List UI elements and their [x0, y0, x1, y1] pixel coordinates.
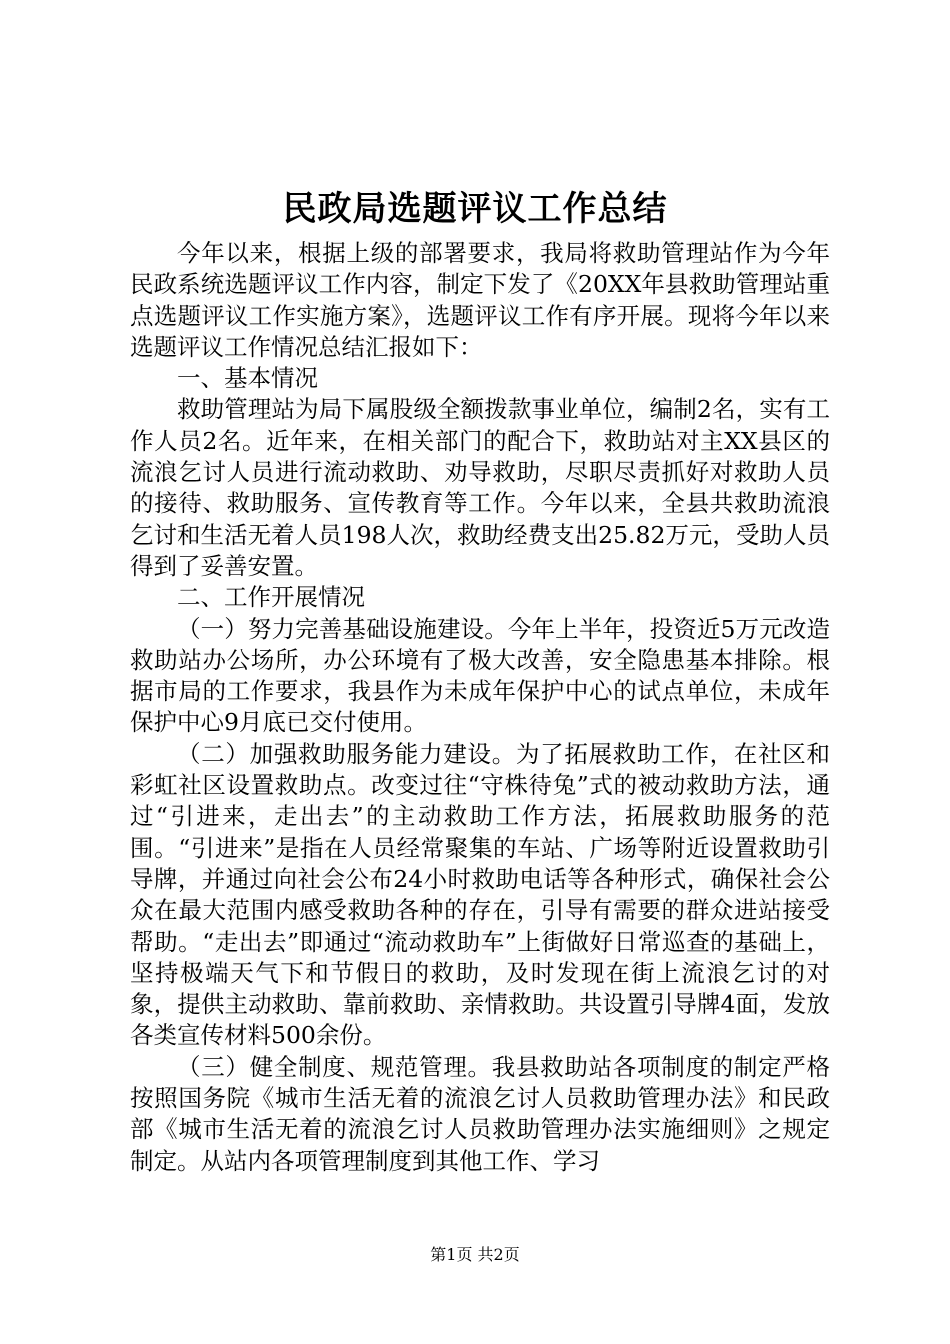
section-heading-basic: 一、基本情况 — [177, 364, 318, 393]
paragraph-infrastructure: （一）努力完善基础设施建设。今年上半年，投资近5万元改造救助站办公场所，办公环境有了极大改善，安全隐患基本排除。根据市局的工作要求，我县作为未成年保护中心的试点单位，未成年保护中心9月底已交付使用。 — [130, 614, 830, 737]
paragraph-service-capacity: （二）加强救助服务能力建设。为了拓展救助工作，在社区和彩虹社区设置救助点。改变过往“守株待兔”式的被动救助方法，通过“引进来，走出去”的主动救助工作方法，拓展救助服务的范围。“引进来”是指在人员经常聚集的车站、广场等附近设置救助引导牌，并通过向社会公布24小时救助电话等各种形式，确保社会公众在最大范围内感受救助各种的存在，引导有需要的群众进站接受帮助。“走出去”即通过“流动救助车”上街做好日常巡查的基础上，坚持极端天气下和节假日的救助，及时发现在街上流浪乞讨的对象，提供主动救助、靠前救助、亲情救助。共设置引导牌4面，发放各类宣传材料500余份。 — [130, 739, 830, 1050]
document-title: 民政局选题评议工作总结 — [282, 189, 668, 229]
section-heading-work: 二、工作开展情况 — [177, 583, 365, 612]
paragraph-basic-situation: 救助管理站为局下属股级全额拨款事业单位，编制2名，实有工作人员2名。近年来，在相关部门的配合下，救助站对主XX县区的流浪乞讨人员进行流动救助、劝导救助，尽职尽责抓好对救助人员的接待、救助服务、宣传教育等工作。今年以来，全县共救助流浪乞讨和生活无着人员198人次，救助经费支出25.82万元，受助人员得到了妥善安置。 — [130, 395, 830, 580]
page-indicator: 第1页 共2页 — [430, 1245, 520, 1264]
paragraph-intro: 今年以来，根据上级的部署要求，我局将救助管理站作为今年民政系统选题评议工作内容，制定下发了《20XX年县救助管理站重点选题评议工作实施方案》，选题评议工作有序开展。现将今年以来选题评议工作情况总结汇报如下： — [130, 239, 830, 361]
paragraph-regulation: （三）健全制度、规范管理。我县救助站各项制度的制定严格按照国务院《城市生活无着的流浪乞讨人员救助管理办法》和民政部《城市生活无着的流浪乞讨人员救助管理办法实施细则》之规定制定。从站内各项管理制度到其他工作、学习 — [130, 1052, 830, 1175]
document-body — [130, 238, 830, 1177]
